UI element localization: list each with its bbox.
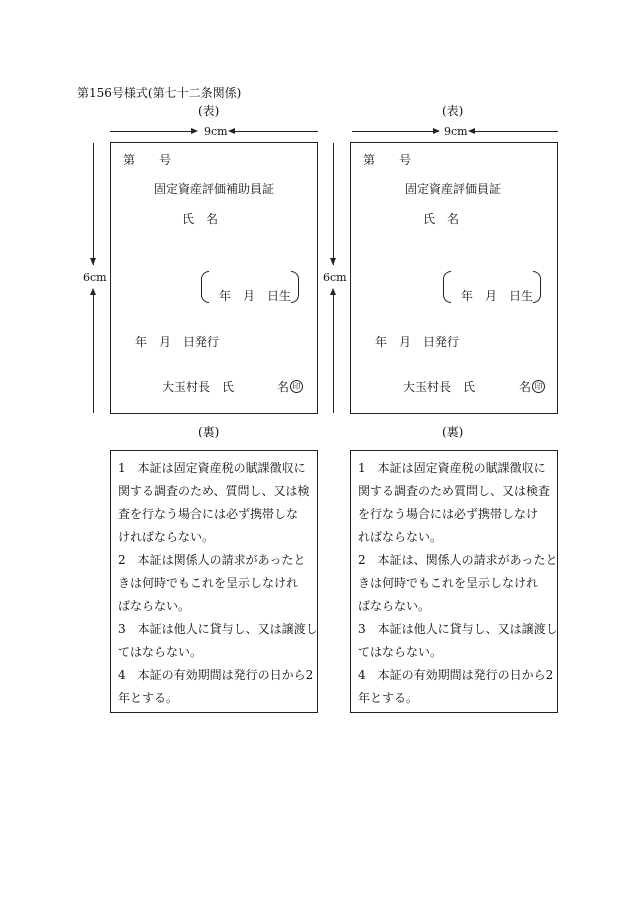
width-dim-line-left-b <box>234 131 318 132</box>
seal-icon: 印 <box>532 380 545 393</box>
note-line: ればならない。 <box>358 530 443 544</box>
front-label-left: (表) <box>198 104 220 118</box>
name-label: 氏 名 <box>423 212 460 226</box>
note-line: きは何時でもこれを呈示しなけれ <box>118 576 299 590</box>
note-line: ければならない。 <box>118 530 215 544</box>
name-label: 氏 名 <box>182 212 219 226</box>
issuer: 大玉村長 氏 <box>403 380 476 394</box>
arrow-right-icon <box>433 128 440 134</box>
note-line: 1 本証は固定資産税の賦課徴収に <box>358 461 546 475</box>
width-label-right: 9cm <box>444 125 468 138</box>
note-line: ばならない。 <box>118 599 191 613</box>
note-line: 年とする。 <box>358 691 419 705</box>
note-line: きは何時でもこれを呈示しなけれ <box>358 576 539 590</box>
bracket-left <box>201 271 209 303</box>
note-line: 関する調査のため質問し、又は検査 <box>358 484 551 498</box>
back-label-left: (裏) <box>198 425 220 439</box>
birth-date: 年 月 日生 <box>219 289 292 303</box>
birth-date: 年 月 日生 <box>461 289 534 303</box>
number-label: 第 号 <box>123 153 172 167</box>
form-title: 第156号様式(第七十二条関係) <box>77 86 242 100</box>
front-card-left <box>110 142 318 414</box>
issuer-name-suffix: 名 <box>519 380 532 394</box>
height-dim-line-left-b <box>93 295 94 413</box>
arrow-up-icon <box>90 288 96 295</box>
bracket-right <box>533 271 541 303</box>
note-line: 年とする。 <box>118 691 179 705</box>
card-title: 固定資産評価員証 <box>405 182 502 196</box>
issuer-name-suffix: 名 <box>277 380 290 394</box>
front-label-right: (表) <box>442 104 464 118</box>
back-card-right <box>350 450 558 713</box>
note-line: 3 本証は他人に貸与し、又は譲渡し <box>358 622 558 636</box>
height-dim-line-right-b <box>333 295 334 413</box>
arrow-down-icon <box>330 258 336 265</box>
front-card-right <box>350 142 558 414</box>
note-line: 1 本証は固定資産税の賦課徴収に <box>118 461 306 475</box>
note-line: 2 本証は関係人の請求があったと <box>118 553 306 567</box>
height-dim-line-right-a <box>333 143 334 265</box>
note-line: てはならない。 <box>358 645 443 659</box>
bracket-right <box>291 271 299 303</box>
height-label-right: 6cm <box>323 271 347 284</box>
back-label-right: (裏) <box>442 425 464 439</box>
note-line: 4 本証の有効期間は発行の日から2 <box>358 668 554 682</box>
note-line: 2 本証は、関係人の請求があったと <box>358 553 558 567</box>
note-line: 関する調査のため、質問し、又は検 <box>118 484 310 498</box>
width-dim-line-right-a <box>352 131 436 132</box>
issue-date: 年 月 日発行 <box>135 335 220 349</box>
width-label-left: 9cm <box>204 125 228 138</box>
seal-icon: 印 <box>290 380 303 393</box>
number-label: 第 号 <box>363 153 412 167</box>
bracket-left <box>443 271 451 303</box>
issue-date: 年 月 日発行 <box>375 335 460 349</box>
back-card-left <box>110 450 318 713</box>
arrow-right-icon <box>191 128 198 134</box>
note-line: てはならない。 <box>118 645 203 659</box>
note-line: を行なう場合には必ず携帯しなけ <box>358 507 539 521</box>
width-dim-line-right-b <box>474 131 558 132</box>
note-line: 4 本証の有効期間は発行の日から2 <box>118 668 314 682</box>
issuer: 大玉村長 氏 <box>162 380 235 394</box>
note-line: 査を行なう場合には必ず携帯しな <box>118 507 299 521</box>
width-dim-line-left-a <box>110 131 194 132</box>
note-line: 3 本証は他人に貸与し、又は譲渡し <box>118 622 318 636</box>
card-title: 固定資産評価補助員証 <box>154 182 275 196</box>
arrow-up-icon <box>330 288 336 295</box>
height-label-left: 6cm <box>83 271 107 284</box>
arrow-down-icon <box>90 258 96 265</box>
note-line: ばならない。 <box>358 599 431 613</box>
height-dim-line-left-a <box>93 143 94 265</box>
